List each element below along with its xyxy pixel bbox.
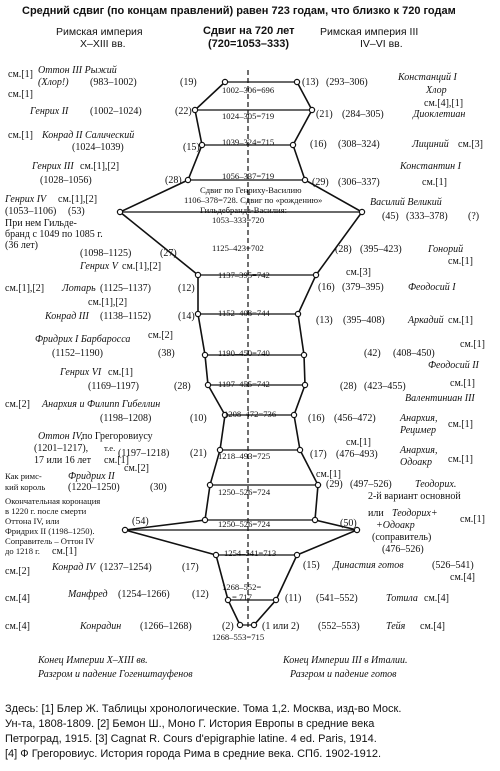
note: кий король <box>5 482 46 492</box>
ruler-name: Василий Великий <box>370 197 442 208</box>
ref: см.[1],[2] <box>80 161 120 172</box>
ruler-name: Конрад III <box>45 311 89 322</box>
ruler-name: Константин I <box>400 161 461 172</box>
ref: см.[1] <box>316 469 341 480</box>
ref: см.[3] <box>458 139 483 150</box>
center-label: 1268–552= <box>222 582 262 592</box>
note: т.е. <box>104 443 116 453</box>
reign-length: (11) <box>285 593 302 604</box>
ruler-extra: Одоакр <box>400 457 432 468</box>
ref: см.[1] <box>8 69 33 80</box>
reign-length: (42) <box>364 348 381 359</box>
reign-length: (10) <box>190 413 207 424</box>
note: 17 или 16 лет <box>34 455 91 466</box>
reign-length: (28) <box>335 244 352 255</box>
reign-years: (1024–1039) <box>72 142 124 153</box>
ref: см.[1] <box>8 89 33 100</box>
reign-length: (14) <box>178 311 195 322</box>
reign-years: (284–305) <box>342 109 384 120</box>
center-label: 1268–553=715 <box>212 632 265 642</box>
center-label: 1024–305=719 <box>222 111 275 121</box>
ref: см.[1],[2] <box>5 283 45 294</box>
ruler-name: Диоклетиан <box>413 109 466 120</box>
ruler-extra: (Хлор!) <box>38 77 69 88</box>
reign-years: (306–337) <box>338 177 380 188</box>
ruler-name: Конрад IV <box>52 562 96 573</box>
ref: см.[1] <box>448 454 473 465</box>
ruler-name: Анархия и Филипп Гибеллин <box>42 399 161 410</box>
reign-length: (28) <box>174 381 191 392</box>
ref: см.[1] <box>448 256 473 267</box>
center-label: 1056–337=719 <box>222 171 275 181</box>
reign-years: (1098–1125) <box>80 248 132 259</box>
note: (?) <box>468 211 480 222</box>
left-header-line2: X–XIII вв. <box>80 38 126 50</box>
center-header-line2: (720=1053–333) <box>208 38 290 50</box>
ruler-extra: Рецимер <box>400 425 437 436</box>
reign-length: (15) <box>303 560 320 571</box>
reign-length: (2) <box>222 621 234 632</box>
reign-years: (476–493) <box>336 449 378 460</box>
ruler-extra: Хлор <box>426 85 447 96</box>
reign-years: (1169–1197) <box>88 381 139 392</box>
ref: см.[1] <box>104 455 129 466</box>
reign-years: (1197–1218) <box>118 448 170 459</box>
reign-years: (456–472) <box>334 413 376 424</box>
reign-years: (552–553) <box>318 621 360 632</box>
ruler-name: Фридрих I Барбаросса <box>35 334 131 345</box>
ref: см.[1] <box>448 419 473 430</box>
reign-years: (1254–1266) <box>118 589 170 600</box>
reign-length: (27) <box>160 248 177 259</box>
note: (соправитель) <box>372 532 432 543</box>
ref: см.[4] <box>420 621 445 632</box>
reign-length: (15) <box>183 142 200 153</box>
ruler-name: Гонорий <box>428 244 464 255</box>
right-header-line2: IV–VI вв. <box>360 38 403 50</box>
reign-length: (53) <box>68 206 85 217</box>
ruler-name: Анархия, <box>400 445 438 456</box>
center-label: 1254–541=713 <box>224 548 277 558</box>
reign-length: (1 или 2) <box>262 621 300 632</box>
ref: см.[3] <box>346 267 371 278</box>
ref: см.[2] <box>5 399 30 410</box>
ref: см.[2] <box>148 330 173 341</box>
ruler-name: Династия готов <box>333 560 404 571</box>
ref: см.[4] <box>5 593 30 604</box>
ref: см.[1] <box>460 514 485 525</box>
ruler-name: Валентиниан III <box>405 393 475 404</box>
reign-length: (16) <box>318 282 335 293</box>
ruler-name: Конрадин <box>80 621 122 632</box>
ref: см.[1] <box>450 378 475 389</box>
center-label: Сдвиг по Генриху-Василию <box>200 185 302 195</box>
reign-years: (1266–1268) <box>140 621 192 632</box>
ruler-extra: 2-й вариант основной <box>368 491 461 502</box>
reign-years: (333–378) <box>406 211 448 222</box>
ruler-extra: +Одоакр <box>376 520 415 531</box>
note: Оттона IV, или <box>5 516 60 526</box>
center-label: 1125–423=702 <box>212 243 264 253</box>
ref: см.[1] <box>448 315 473 326</box>
center-label: 1152–408=744 <box>218 308 270 318</box>
reign-length: (38) <box>158 348 175 359</box>
reign-years: (526–541) <box>432 560 474 571</box>
ruler-name: Аркадий <box>408 315 444 326</box>
ruler-name: Теодорих. <box>415 479 457 490</box>
ref: см.[1],[2] <box>88 297 128 308</box>
ruler-name: Оттон IV, <box>38 431 83 442</box>
ruler-name: Фридрих II <box>68 471 115 482</box>
ruler-name: Лотарь <box>62 283 96 294</box>
reign-years: (293–306) <box>326 77 368 88</box>
bottom-right-line2: Разгром и падение готов <box>290 669 397 680</box>
center-label: 1250–526=724 <box>218 487 271 497</box>
center-label: 1039–324=715 <box>222 137 275 147</box>
ref: см.[2] <box>5 566 30 577</box>
reign-years: (395–423) <box>360 244 402 255</box>
ref: см.[1] <box>422 177 447 188</box>
reign-years: (1198–1208) <box>100 413 152 424</box>
reign-length: (17) <box>182 562 199 573</box>
reign-length: (16) <box>310 139 327 150</box>
reign-length: (19) <box>180 77 197 88</box>
ref: см.[1] <box>52 546 77 557</box>
reign-length: (28) <box>165 175 182 186</box>
reign-years: (541–552) <box>316 593 358 604</box>
ruler-name: Теодорих+ <box>392 508 438 519</box>
ruler-name: Анархия, <box>400 413 438 424</box>
ruler-extra: по Грегоровиусу <box>82 431 153 442</box>
center-header-line1: Сдвиг на 720 лет <box>203 25 295 37</box>
center-label: = 717 <box>232 592 252 602</box>
center-label: 1053–333=720 <box>212 215 265 225</box>
ref: см.[1] <box>108 367 133 378</box>
footer-line: Здесь: [1] Блер Ж. Таблицы хронологические. Тома 1,2. Москва, изд-во Моск. <box>5 703 402 715</box>
bottom-right-line1: Конец Империи III в Италии. <box>283 655 408 666</box>
left-header-line1: Римская империя <box>56 26 143 38</box>
reign-length: (45) <box>382 211 399 222</box>
reign-length: (21) <box>190 448 207 459</box>
reign-years: (1152–1190) <box>52 348 103 359</box>
note: Окончательная коронация <box>5 496 101 506</box>
ref: см.[1] <box>346 437 371 448</box>
reign-years: (1002–1024) <box>90 106 142 117</box>
reign-length: (29) <box>326 479 343 490</box>
ref: см.[1] <box>460 339 485 350</box>
reign-years: (476–526) <box>382 544 424 555</box>
center-label: 1218–493=725 <box>218 451 271 461</box>
ruler-name: Лициний <box>412 139 449 150</box>
center-label: 1197–455=742 <box>218 379 270 389</box>
reign-length: (12) <box>192 589 209 600</box>
ruler-name: Генрих IV <box>5 194 47 205</box>
ruler-name: Феодосий I <box>408 282 456 293</box>
ref: см.[4] <box>5 621 30 632</box>
bottom-left-line2: Разгром и падение Гогенштауфенов <box>38 669 193 680</box>
reign-years: (395–408) <box>343 315 385 326</box>
ref: см.[4] <box>450 572 475 583</box>
ruler-name: Конрад II Салический <box>42 130 135 141</box>
footer-line: [4] Ф Грегоровиус. История города Рима в средние века. СПб. 1902-1912. <box>5 748 382 760</box>
reign-years: (1138–1152) <box>100 311 151 322</box>
reign-years: (1053–1106) <box>5 206 57 217</box>
reign-length: (30) <box>150 482 167 493</box>
reign-length: (12) <box>178 283 195 294</box>
ref: см.[2] <box>124 463 149 474</box>
reign-years: (423–455) <box>364 381 406 392</box>
ruler-name: Генрих V <box>80 261 118 272</box>
reign-length: (29) <box>312 177 329 188</box>
right-zigzag-line <box>254 82 362 625</box>
reign-length: (54) <box>132 516 149 527</box>
ruler-name: Манфред <box>68 589 108 600</box>
ruler-name: Генрих VI <box>60 367 102 378</box>
note: (36 лет) <box>5 240 38 251</box>
ref: см.[4] <box>424 593 449 604</box>
reign-years: (1220–1250) <box>68 482 120 493</box>
center-label: 1106–378=728. Сдвиг по «рождению» <box>184 195 323 205</box>
footer-line: Ун-та, 1808-1809. [2] Бемон Ш., Моно Г. История Европы в средние века <box>5 718 375 730</box>
ruler-name: Феодосий II <box>428 360 479 371</box>
ruler-name: Оттон III Рыжий <box>38 65 117 76</box>
reign-length: (21) <box>316 109 333 120</box>
reign-length: (22) <box>175 106 192 117</box>
center-label: 1190–450=740 <box>218 348 270 358</box>
bottom-left-line1: Конец Империи X–XIII вв. <box>38 655 148 666</box>
reign-length: (13) <box>302 77 319 88</box>
reign-years: (1201–1217), <box>34 443 89 454</box>
reign-years: (379–395) <box>342 282 384 293</box>
note: или <box>368 508 384 519</box>
note: При нем Гильде- <box>5 218 77 229</box>
note: в 1220 г. после смерти <box>5 506 87 516</box>
ref: см.[1],[2] <box>58 194 98 205</box>
page-title: Средний сдвиг (по концам правлений) равен 723 годам, что близко к 720 годам <box>22 5 456 17</box>
ref: см.[4],[1] <box>424 98 464 109</box>
reign-years: (1237–1254) <box>100 562 152 573</box>
right-header-line1: Римская империя III <box>320 26 419 38</box>
note: до 1218 г. <box>5 546 40 556</box>
ref: см.[1] <box>8 130 33 141</box>
center-label: 1250–526=724 <box>218 519 271 529</box>
reign-length: (13) <box>316 315 333 326</box>
ruler-name: Генрих III <box>32 161 74 172</box>
center-label: Гильдебранда-Василия: <box>200 205 287 215</box>
reign-years: (983–1002) <box>90 77 137 88</box>
ruler-name: Констанций I <box>398 72 457 83</box>
ruler-name: Генрих II <box>30 106 69 117</box>
center-label: 1002–306=696 <box>222 85 275 95</box>
note: Соправитель – Оттон IV <box>5 536 95 546</box>
reign-length: (16) <box>308 413 325 424</box>
reign-years: (408–450) <box>393 348 435 359</box>
reign-length: (50) <box>340 518 357 529</box>
ruler-name: Тейя <box>386 621 406 632</box>
footer-line: Петроград, 1915. [3] Cagnat R. Cours d'epigraphie latine. 4 ed. Paris, 1914. <box>5 733 377 745</box>
ruler-name: Тотила <box>386 593 418 604</box>
reign-length: (28) <box>340 381 357 392</box>
note: Как римс- <box>5 471 42 481</box>
reign-years: (1125–1137) <box>100 283 151 294</box>
reign-years: (308–324) <box>338 139 380 150</box>
reign-years: (497–526) <box>350 479 392 490</box>
reign-length: (17) <box>310 449 327 460</box>
note: бранд с 1049 по 1085 г. <box>5 229 103 240</box>
ref: см.[1],[2] <box>122 261 162 272</box>
note: Фридрих II (1198–1250). <box>5 526 95 536</box>
center-label: 1208–472=736 <box>224 409 277 419</box>
reign-years: (1028–1056) <box>40 175 92 186</box>
center-label: 1137–395=742 <box>218 270 270 280</box>
